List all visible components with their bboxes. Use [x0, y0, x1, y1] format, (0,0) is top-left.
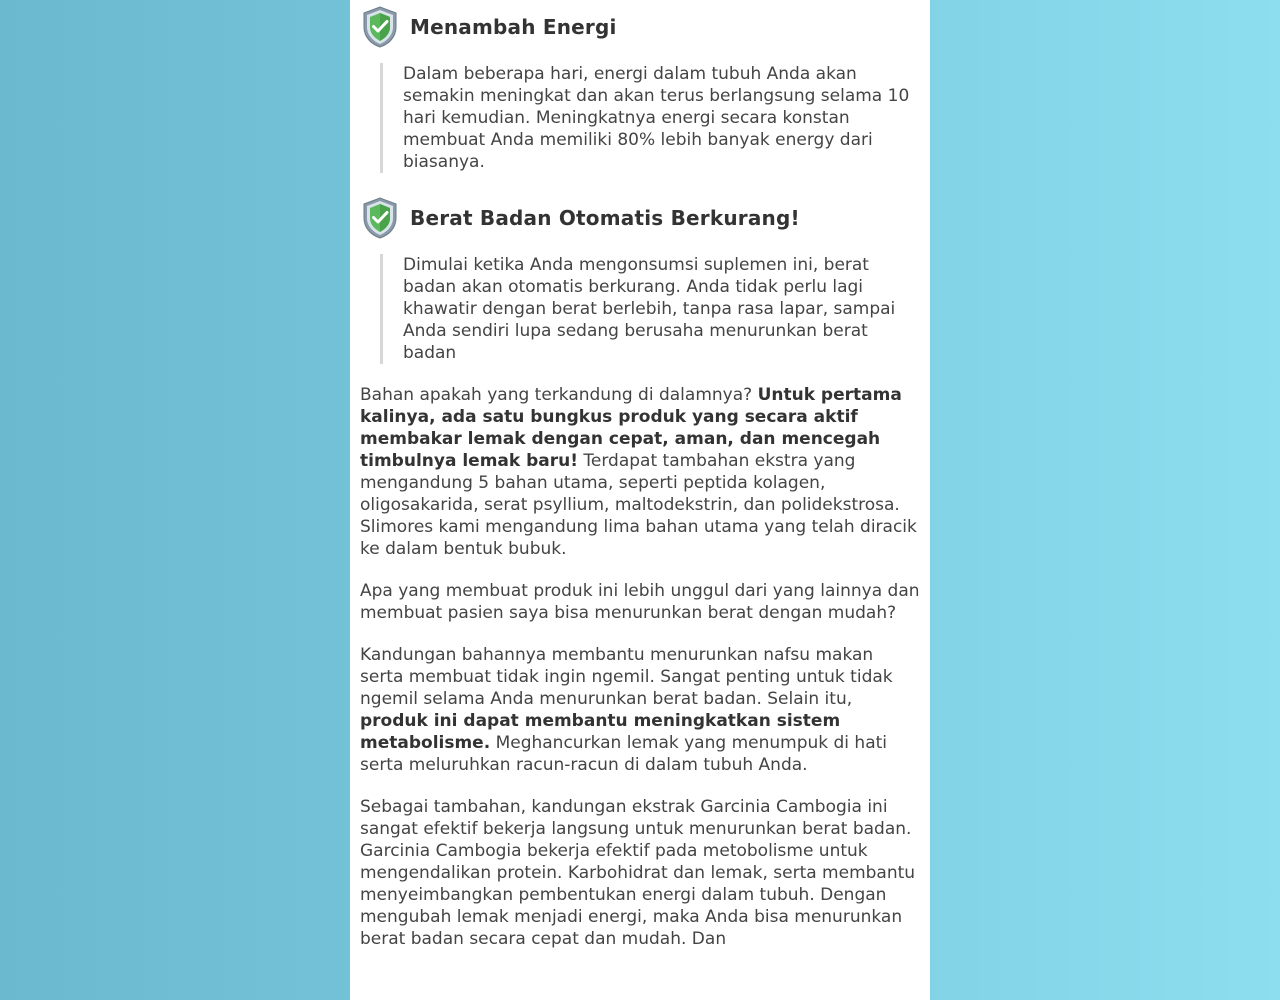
shield-check-icon — [360, 5, 400, 49]
paragraph-text: Meghancurkan lemak yang menumpuk di hati serta meluruhkan racun-racun di dalam tubuh Anda. — [360, 733, 888, 775]
benefit-title: Menambah Energi — [410, 15, 617, 39]
paragraph-garcinia: Sebagai tambahan, kandungan ekstrak Garcinia Cambogia ini sangat efektif bekerja langsung untuk menurunkan berat badan. Garcinia Cambogia bekerja efektif pada metobolisme untuk mengendalikan protein. Karbohidrat dan lemak, serta membantu menyeimbangkan pembentukan energi dalam tubuh. Dengan mengubah lemak menjadi energi, maka Anda bisa menurunkan berat badan secara cepat dan mudah. Dan — [360, 797, 916, 949]
paragraph-bold-text: Untuk pertama kalinya, ada satu bungkus produk yang secara aktif membakar lemak dengan cepat, aman, dan mencegah timbulnya lemak baru! — [360, 385, 902, 471]
benefit-heading-weight — [360, 196, 920, 240]
paragraph-text: Kandungan bahannya membantu menurunkan nafsu makan serta membuat tidak ingin ngemil. Sangat penting untuk tidak ngemil selama Anda menurunkan berat badan. Selain itu, — [360, 645, 893, 709]
paragraph-text: Terdapat tambahan ekstra yang mengandung 5 bahan utama, seperti peptida kolagen, oligosakarida, serat psyllium, maltodekstrin, dan polidekstrosa. Slimores kami mengandung lima bahan utama yang telah diracik ke dalam bentuk bubuk. — [360, 451, 917, 559]
paragraph-ingredients — [360, 384, 920, 560]
benefit-heading-energy — [360, 5, 920, 49]
paragraph-appetite — [360, 644, 920, 776]
benefit-description — [380, 63, 920, 173]
benefit-description — [380, 254, 920, 364]
paragraph-question: Apa yang membuat produk ini lebih unggul dari yang lainnya dan membuat pasien saya bisa menurunkan berat dengan mudah? — [360, 581, 920, 623]
benefit-text: Dalam beberapa hari, energi dalam tubuh Anda akan semakin meningkat dan akan terus berlangsung selama 10 hari kemudian. Meningkatnya energi secara konstan membuat Anda memiliki 80% lebih banyak energy dari biasanya. — [403, 64, 910, 172]
paragraph-text: Bahan apakah yang terkandung di dalamnya? — [360, 385, 758, 405]
benefit-title: Berat Badan Otomatis Berkurang! — [410, 206, 800, 230]
paragraph-bold-text: produk ini dapat membantu meningkatkan sistem metabolisme. — [360, 711, 841, 753]
shield-check-icon — [360, 196, 400, 240]
article-content — [350, 0, 930, 950]
benefit-text: Dimulai ketika Anda mengonsumsi suplemen ini, berat badan akan otomatis berkurang. Anda tidak perlu lagi khawatir dengan berat berlebih, tanpa rasa lapar, sampai Anda sendiri lupa sedang berusaha menurunkan berat badan — [403, 255, 896, 363]
article-page — [350, 0, 930, 1000]
